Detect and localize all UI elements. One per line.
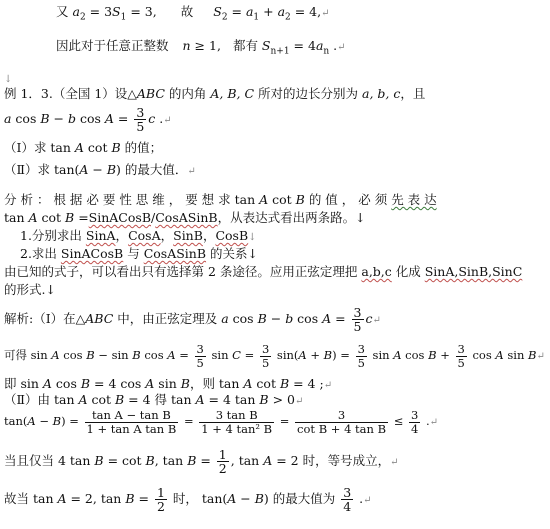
subscript: n (323, 46, 330, 57)
var: B (115, 392, 125, 407)
text: ) 的最大值． (116, 162, 188, 177)
var: B (145, 453, 155, 468)
text: + (306, 348, 324, 362)
fraction (260, 343, 271, 370)
text: 2.求出 (20, 246, 61, 261)
text: cot (37, 210, 66, 225)
text: = 3, (126, 4, 157, 19)
numerator: 3 (196, 341, 204, 356)
text: 时， tan( (168, 491, 228, 506)
text: = (276, 414, 294, 428)
fraction (409, 409, 420, 436)
paragraph-mark: ↓ (248, 232, 257, 243)
return-mark: ↵ (536, 351, 545, 362)
var: c (148, 111, 156, 126)
var: B (132, 348, 141, 362)
numerator: tan A − tan B (85, 409, 179, 423)
line-13 (4, 282, 56, 298)
text: = 4 (289, 38, 316, 53)
text: = (331, 311, 350, 326)
text: / (151, 210, 156, 225)
denominator: 4 (343, 499, 352, 514)
text: ，从表达式看出两条路。↓ (217, 210, 366, 225)
denominator: 2 (156, 499, 165, 514)
var: A (28, 210, 38, 225)
text: − (236, 491, 255, 506)
text: . (355, 491, 364, 506)
var: S (213, 4, 222, 19)
var: b (67, 111, 76, 126)
var: B (295, 192, 305, 207)
text: , tan (230, 453, 264, 468)
text: = 4 cos (90, 376, 146, 391)
text: ) 的最大值为 (263, 491, 340, 506)
line-1 (56, 4, 330, 26)
var: ABC (85, 311, 114, 326)
text: sin( (273, 348, 299, 362)
text: cos (11, 111, 41, 126)
return-mark: ↵ (294, 396, 304, 407)
return-mark: ↵ (323, 380, 333, 391)
var: ABC (136, 86, 165, 101)
text: cos (228, 311, 258, 326)
return-mark: ↵ (337, 42, 346, 53)
var: B (40, 111, 50, 126)
text-underlined: SinA,SinB,SinC (424, 264, 523, 279)
subscript: 1 (253, 12, 260, 23)
var: C (232, 348, 241, 362)
text: 即 sin (4, 376, 43, 391)
var: a (72, 4, 80, 19)
return-mark: ↵ (390, 457, 399, 468)
var: A (298, 348, 307, 362)
text: 解析:（Ⅰ）在△ (4, 311, 86, 326)
denominator: 1 + 4 tan² B (201, 421, 273, 436)
var: a, b, c (362, 86, 401, 101)
text: > 0 (268, 392, 295, 407)
line-5 (4, 104, 172, 136)
fraction (134, 106, 146, 133)
text: tan (4, 210, 29, 225)
numerator: 3 (357, 341, 365, 356)
text: cos (59, 348, 87, 362)
var: A (322, 311, 332, 326)
var: A (145, 376, 155, 391)
text: = (180, 414, 198, 428)
text: 的 值 ， 必 须 (304, 192, 392, 207)
text: 中，由正弦定理及 (113, 311, 222, 326)
var: B (125, 491, 135, 506)
text: ) = (61, 414, 83, 428)
text: cos (140, 348, 168, 362)
var: B (279, 376, 290, 391)
fraction (85, 409, 179, 436)
var: B (52, 414, 62, 428)
var: A (259, 192, 269, 207)
line-2 (56, 38, 346, 60)
text: 由已知的式子，可以看出只有选择第 2 条途径。应用正弦定理把 (4, 264, 362, 279)
text: cos (401, 348, 429, 362)
text: cot (83, 140, 112, 155)
var: A (393, 348, 402, 362)
line-14 (4, 304, 381, 336)
fraction (352, 306, 364, 333)
text: = 3 (85, 4, 113, 19)
text: − (35, 414, 53, 428)
fraction (217, 448, 229, 475)
text: = (196, 453, 215, 468)
line-18 (4, 404, 438, 440)
numerator: 3 tan B (199, 409, 274, 423)
var: A (27, 414, 36, 428)
var: B (180, 376, 190, 391)
numerator: 3 (136, 105, 145, 120)
text: − (88, 162, 107, 177)
var: A (227, 491, 237, 506)
fraction (199, 409, 274, 436)
text: − sin (94, 348, 133, 362)
numerator: 3 (457, 341, 465, 356)
fraction (356, 343, 367, 370)
var: B (106, 162, 117, 177)
text: cot (268, 192, 296, 207)
text: 可得 sin (4, 348, 52, 362)
line-11 (20, 246, 258, 262)
line-8 (4, 192, 437, 208)
text: 故当 tan (4, 491, 58, 506)
denominator: 5 (136, 119, 145, 134)
text: sin (368, 348, 394, 362)
return-mark: ↵ (187, 166, 196, 177)
text: . (422, 414, 430, 428)
subscript: 2 (79, 12, 86, 23)
var: A, B, C (210, 86, 255, 101)
var: a (315, 38, 324, 53)
var: A (104, 111, 114, 126)
var: A (243, 376, 253, 391)
text: 的值； (120, 140, 163, 155)
text: − (266, 311, 286, 326)
text: cot (252, 376, 280, 391)
text-underlined: SinACosB (88, 210, 152, 225)
text: = (134, 491, 153, 506)
text: = 4 ; (289, 376, 324, 391)
numerator: 3 (295, 409, 388, 423)
return-mark: ↵ (321, 8, 330, 19)
var: B (187, 453, 197, 468)
text-underlined: CosASinB (143, 246, 207, 261)
line-19 (4, 446, 398, 478)
numerator: 3 (411, 407, 419, 422)
text: 与 (123, 246, 144, 261)
text: sin (207, 348, 233, 362)
denominator: 4 (411, 421, 419, 436)
numerator: 3 (261, 341, 270, 356)
denominator: 1 + tan A tan B (86, 421, 177, 436)
numerator: 1 (156, 485, 165, 500)
denominator: 5 (353, 319, 362, 334)
var: B (259, 392, 269, 407)
text: 故 (180, 4, 194, 19)
var: n (182, 38, 191, 53)
var: a (4, 111, 12, 126)
return-mark: ↵ (372, 315, 381, 326)
text: sin (154, 376, 181, 391)
text: = 2, tan (66, 491, 126, 506)
text: 分 析 ： 根 据 必 要 性 思 维 ， 要 想 求 tan (4, 192, 260, 207)
fraction (195, 343, 206, 370)
text-underlined: CosASinB (155, 210, 218, 225)
var: A (42, 376, 52, 391)
text-underlined: 先 表 达 (391, 192, 437, 207)
var: S (112, 4, 121, 19)
line-20 (4, 484, 372, 516)
text-underlined: CosA (128, 228, 161, 243)
text: = (74, 210, 89, 225)
var: b (285, 311, 294, 326)
line-12 (4, 264, 522, 280)
paragraph-mark: ↓ (4, 74, 13, 85)
text: 当且仅当 4 tan (4, 453, 95, 468)
text: − (49, 111, 68, 126)
denominator: 5 (261, 355, 270, 370)
line-6 (4, 140, 162, 156)
text: ， (160, 228, 174, 243)
text: = (113, 111, 133, 126)
var: A (167, 348, 176, 362)
text: （Ⅰ）求 tan (4, 140, 75, 155)
var: a (245, 4, 254, 19)
text: = (175, 348, 193, 362)
text: cos (75, 111, 105, 126)
text: （Ⅱ）求 tan( (4, 162, 80, 177)
denominator: 5 (357, 355, 365, 370)
subscript: 2 (221, 12, 228, 23)
return-mark: ↵ (163, 115, 172, 126)
var: A (263, 453, 273, 468)
var: B (111, 140, 121, 155)
text: ，则 tan (189, 376, 244, 391)
fraction (155, 486, 167, 513)
denominator: 5 (457, 355, 465, 370)
var: A (495, 348, 504, 362)
numerator: 3 (353, 305, 362, 320)
fraction (341, 486, 353, 513)
return-mark: ↵ (429, 417, 439, 428)
text-underlined: a,b,c (361, 264, 392, 279)
return-mark: ↵ (363, 495, 372, 506)
var: A (57, 491, 67, 506)
var: c (365, 311, 373, 326)
text: 都有 (232, 38, 262, 53)
text: 又 (56, 4, 73, 19)
var: B (323, 348, 333, 362)
text: 1.分别求出 (20, 228, 86, 243)
var: B (428, 348, 437, 362)
line-9 (4, 210, 366, 226)
line-10 (20, 228, 257, 246)
text: . (155, 111, 164, 126)
denominator: 5 (196, 355, 204, 370)
var: a (221, 311, 229, 326)
text: . (329, 38, 338, 53)
text: + (259, 4, 278, 19)
subscript: n+1 (270, 46, 290, 57)
text: ， (202, 228, 216, 243)
text-underlined: CosB (215, 228, 249, 243)
var: A (74, 140, 84, 155)
text-underlined: SinB (173, 228, 203, 243)
var: A (195, 392, 205, 407)
text: = 4, (290, 4, 322, 19)
text: = (227, 4, 246, 19)
text: （Ⅱ）由 tan (4, 392, 79, 407)
text: cos (468, 348, 496, 362)
var: B (257, 311, 267, 326)
subscript: 1 (120, 12, 127, 23)
text: 的内角 (164, 86, 211, 101)
text: cot (87, 392, 116, 407)
text: tan( (4, 414, 28, 428)
text: + (436, 348, 454, 362)
text: ≤ (390, 414, 408, 428)
var: B (254, 491, 264, 506)
text: 的形式.↓ (4, 282, 56, 297)
line-15 (4, 340, 545, 372)
text: = cot (103, 453, 146, 468)
line-7 (4, 162, 196, 180)
text: = 4 得 tan (124, 392, 196, 407)
denominator: 2 (218, 461, 227, 476)
numerator: 3 (343, 485, 352, 500)
line-4 (4, 86, 425, 102)
text-underlined: SinA (85, 228, 116, 243)
fraction (456, 343, 467, 370)
var: B (94, 453, 104, 468)
numerator: 1 (218, 447, 227, 462)
text: ， (115, 228, 129, 243)
subscript: 2 (285, 12, 291, 23)
var: A (79, 162, 89, 177)
text: = 4 tan (204, 392, 260, 407)
text: cos (51, 376, 81, 391)
fraction (295, 409, 388, 436)
var: A (78, 392, 88, 407)
denominator: cot B + 4 tan B (297, 421, 387, 436)
text: = 2 时，等号成立， (272, 453, 391, 468)
text: ) = (332, 348, 354, 362)
text: = (240, 348, 258, 362)
var: B (86, 348, 95, 362)
text-underlined: SinACosB (60, 246, 124, 261)
text: ，且 (400, 86, 426, 101)
text: 所对的边长分别为 (254, 86, 362, 101)
var: S (261, 38, 271, 53)
var: a (277, 4, 286, 19)
text: sin (503, 348, 529, 362)
text: 因此对于任意正整数 (56, 38, 169, 53)
var: A (51, 348, 60, 362)
text: 的关系↓ (206, 246, 258, 261)
text: 例 1．3.（全国 1）设△ (4, 86, 137, 101)
var: B (65, 210, 75, 225)
text: cos (293, 311, 323, 326)
var: B (80, 376, 91, 391)
var: B (528, 348, 537, 362)
text: ≥ 1, (190, 38, 221, 53)
text: , tan (154, 453, 188, 468)
text: 化成 (391, 264, 425, 279)
